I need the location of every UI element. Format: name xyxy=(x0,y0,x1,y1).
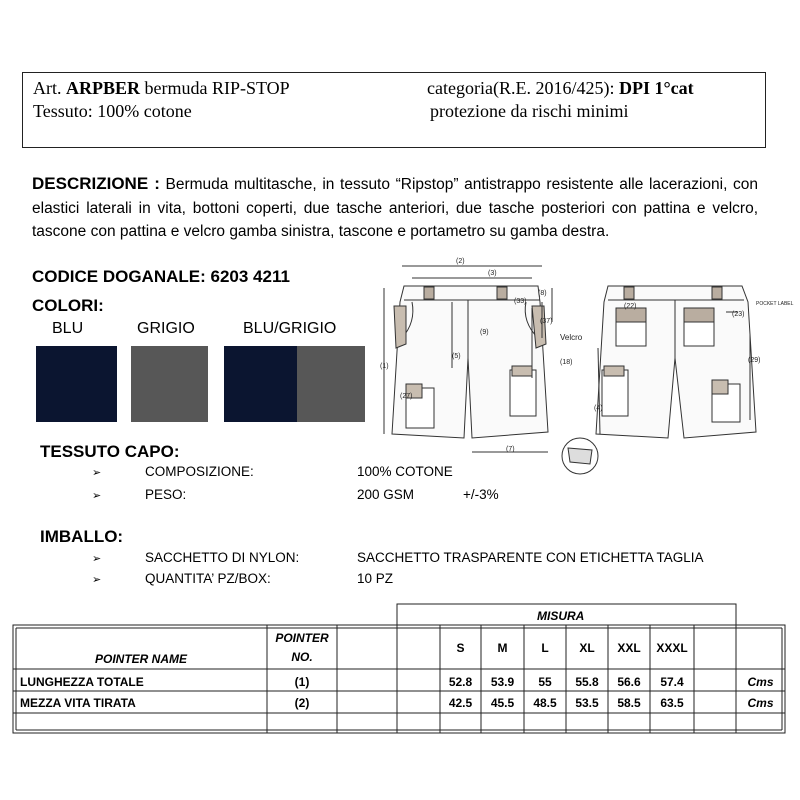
category-value: DPI 1°cat xyxy=(618,78,694,98)
table-cell: 57.4 xyxy=(660,675,684,689)
qty-per-box-value: 10 PZ xyxy=(357,571,394,586)
pointer-no-header-1: POINTER xyxy=(275,631,329,645)
dim-label-7: (7) xyxy=(506,446,515,453)
table-row-pointer-no: (2) xyxy=(294,696,310,710)
pointer-name-header: POINTER NAME xyxy=(95,652,188,666)
composition-key: COMPOSIZIONE: xyxy=(145,464,254,479)
bullet-arrow-icon: ➢ xyxy=(92,574,102,586)
weight-value: 200 GSM xyxy=(357,487,415,502)
table-cell: 48.5 xyxy=(533,696,557,710)
packing-heading: IMBALLO: xyxy=(40,527,124,546)
pocket-label-note: POCKET LABEL xyxy=(756,301,794,307)
dim-label-5: (5) xyxy=(452,353,461,360)
table-cell: 42.5 xyxy=(448,696,473,710)
size-xxxl: XXXL xyxy=(656,641,688,655)
colors-heading: COLORI: xyxy=(32,296,104,315)
composition-value: 100% COTONE xyxy=(357,464,453,479)
bullet-arrow-icon: ➢ xyxy=(92,553,102,565)
table-cell: 56.6 xyxy=(617,675,641,689)
dim-label-9: (9) xyxy=(480,329,489,336)
description-label: DESCRIZIONE : xyxy=(32,174,160,193)
dim-label-37: (37) xyxy=(540,318,553,325)
dim-label-27: (27) xyxy=(400,393,413,400)
size-m: M xyxy=(497,641,508,655)
table-row-pointer-no: (1) xyxy=(294,675,310,689)
dim-label-29: (29) xyxy=(748,357,761,364)
table-cell: 55 xyxy=(538,675,552,689)
description-text: Bermuda multitasche, in tessuto “Ripstop” antistrappo resistente alle lacerazioni, con elastici laterali in vita, bottoni coperti, due tasche anteriori, due tasche posteriori con pattina e velcro, tascone con pattina e velcro gamba sinistra, tascone e portametro su gamba destra. xyxy=(32,176,758,240)
dim-label-3: (3) xyxy=(488,270,497,277)
dim-label-22: (22) xyxy=(624,303,637,310)
qty-per-box-key: QUANTITA’ PZ/BOX: xyxy=(145,571,271,586)
nylon-bag-key: SACCHETTO DI NYLON: xyxy=(145,550,300,565)
misura-header: MISURA xyxy=(537,609,585,623)
category-prefix: categoria(R.E. 2016/425): xyxy=(427,78,615,98)
swatch-label-grigio: GRIGIO xyxy=(137,320,195,337)
table-row-name: LUNGHEZZA TOTALE xyxy=(20,675,144,689)
dim-label-18: (18) xyxy=(560,359,573,366)
table-cell: 45.5 xyxy=(490,696,515,710)
swatch-label-blu: BLU xyxy=(52,320,84,337)
table-cell: 53.9 xyxy=(490,675,515,689)
table-row-unit: Cms xyxy=(747,696,774,710)
art-code: ARPBER xyxy=(66,78,141,98)
table-cell: 58.5 xyxy=(617,696,641,710)
art-prefix: Art. xyxy=(33,78,62,98)
weight-tolerance: +/-3% xyxy=(463,487,499,502)
pointer-no-header-2: NO. xyxy=(291,650,313,664)
size-l: L xyxy=(541,641,549,655)
size-xxl: XXL xyxy=(617,641,641,655)
table-cell: 52.8 xyxy=(448,675,473,689)
weight-key: PESO: xyxy=(145,487,187,502)
dim-label-2: (2) xyxy=(456,258,465,265)
customs-code: CODICE DOGANALE: 6203 4211 xyxy=(32,267,290,286)
velcro-label: Velcro xyxy=(560,333,583,342)
size-s: S xyxy=(456,641,465,655)
fabric-line: Tessuto: 100% cotone xyxy=(33,101,192,121)
fabric-heading: TESSUTO CAPO: xyxy=(40,442,180,461)
table-cell: 63.5 xyxy=(660,696,684,710)
bullet-arrow-icon: ➢ xyxy=(92,490,102,502)
bullet-arrow-icon: ➢ xyxy=(92,467,102,479)
nylon-bag-value: SACCHETTO TRASPARENTE CON ETICHETTA TAGLIA xyxy=(357,550,704,565)
dim-label-8: (8) xyxy=(538,290,547,297)
table-row-name: MEZZA VITA TIRATA xyxy=(20,696,136,710)
table-cell: 53.5 xyxy=(575,696,599,710)
art-name: bermuda RIP-STOP xyxy=(144,78,290,98)
size-xl: XL xyxy=(579,641,595,655)
dim-label-4: (4) xyxy=(594,405,603,412)
table-cell: 55.8 xyxy=(575,675,599,689)
swatch-label-blu-grigio: BLU/GRIGIO xyxy=(243,320,337,337)
dim-label-33: (33) xyxy=(514,298,527,305)
table-row-unit: Cms xyxy=(747,675,774,689)
protection-line: protezione da rischi minimi xyxy=(430,101,629,121)
dim-label-23: (23) xyxy=(732,311,745,318)
dim-label-1: (1) xyxy=(380,363,389,370)
